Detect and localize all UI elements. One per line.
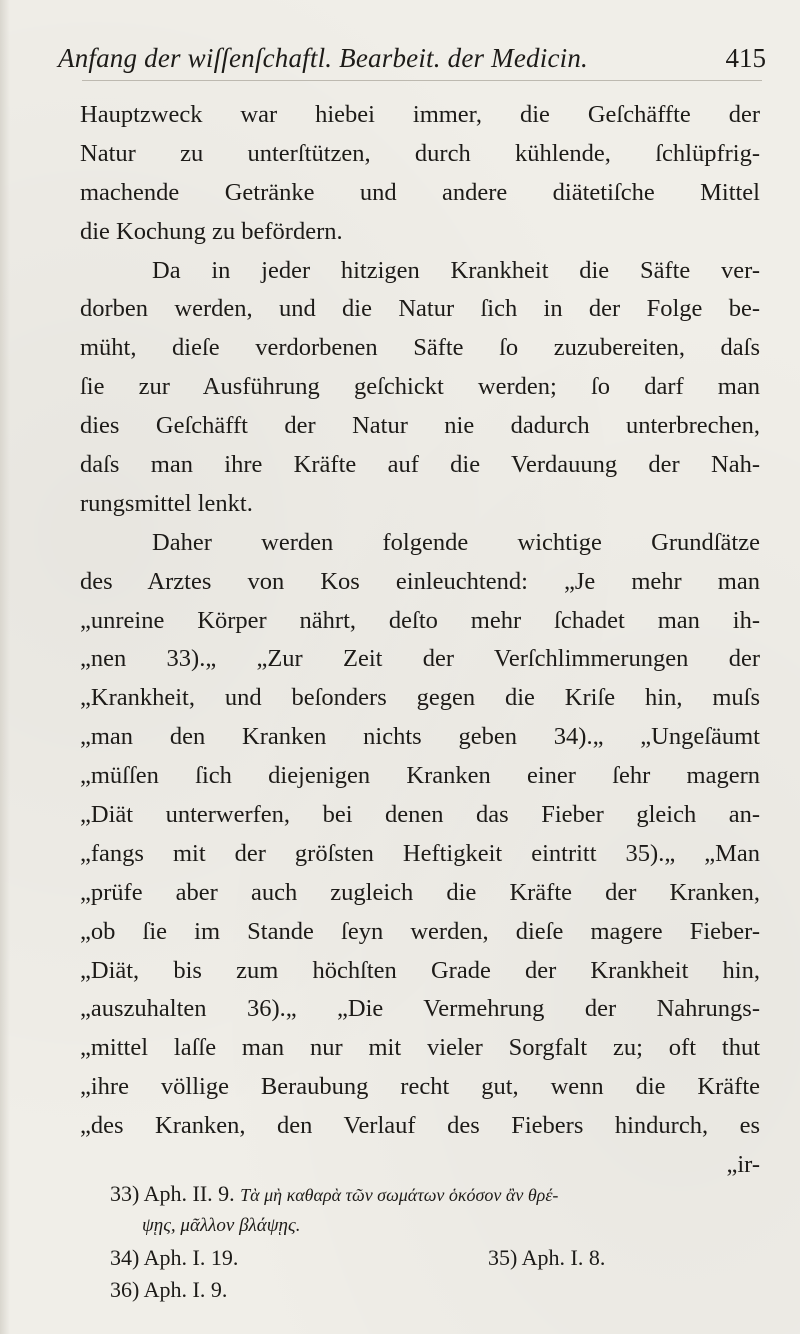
text-line: „man den Kranken nichts geben 34).„ „Ungeſäumt xyxy=(80,723,760,751)
footnote-33 xyxy=(110,1178,770,1210)
text-line: Hauptzweck war hiebei immer, die Geſchäffte der xyxy=(80,101,760,128)
text-line: „nen 33).„ „Zur Zeit der Verſchlimmerungen der xyxy=(80,645,760,673)
running-head-title: Anfang der wiſſenſchaftl. Bearbeit. der Medicin. xyxy=(58,43,588,73)
footnote-33-continuation: ψῃς, μᾶλλον βλάψῃς. xyxy=(142,1215,301,1236)
text-line: müht, dieſe verdorbenen Säfte ſo zuzubereiten, daſs xyxy=(80,334,760,362)
text-line: „müſſen ſich diejenigen Kranken einer ſehr magern xyxy=(80,762,760,790)
text-line: „unreine Körper nährt, deſto mehr ſchadet man ih- xyxy=(80,606,760,634)
text-line: „Krankheit, und beſonders gegen die Kriſe hin, muſs xyxy=(80,684,760,712)
text-line: „mittel laſſe man nur mit vieler Sorgfalt zu; oft thut xyxy=(80,1034,760,1062)
catchword: „ir- xyxy=(726,1151,760,1179)
paragraph-start-line: Da in jeder hitzigen Krankheit die Säfte ver- xyxy=(152,256,760,284)
text-line: dies Geſchäfft der Natur nie dadurch unterbrechen, xyxy=(80,412,760,440)
text-line: ſie zur Ausführung geſchickt werden; ſo darf man xyxy=(80,373,760,401)
text-line: des Arztes von Kos einleuchtend: „Je mehr man xyxy=(80,567,760,595)
header-rule xyxy=(82,80,762,81)
text-line: „prüfe aber auch zugleich die Kräfte der Kranken, xyxy=(80,878,760,906)
text-line: „auszuhalten 36).„ „Die Vermehrung der Nahrungs- xyxy=(80,995,760,1023)
text-line: die Kochung zu befördern. xyxy=(80,217,343,245)
text-line: dorben werden, und die Natur ſich in der Folge be- xyxy=(80,295,760,323)
body-text xyxy=(80,96,760,1185)
text-line: „ihre völlige Beraubung recht gut, wenn die Kräfte xyxy=(80,1073,760,1101)
footnote-34: 34) Aph. I. 19. xyxy=(110,1245,239,1270)
footnote-36: 36) Aph. I. 9. xyxy=(110,1277,228,1302)
footnote-33-ref: 33) Aph. II. 9. xyxy=(110,1181,235,1206)
text-line: rungsmittel lenkt. xyxy=(80,489,253,517)
text-line: „des Kranken, den Verlauf des Fiebers hindurch, es xyxy=(80,1112,760,1140)
text-line: „ob ſie im Stande ſeyn werden, dieſe magere Fieber- xyxy=(80,917,760,945)
page-number: 415 xyxy=(725,43,766,73)
text-line: Natur zu unterſtützen, durch kühlende, ſchlüpfrig- xyxy=(80,139,760,167)
footnote-33-greek: Τὰ μὴ καθαρὰ τῶν σωμάτων ὁκόσον ἂν θρέ- xyxy=(240,1185,559,1205)
footnote-35: 35) Aph. I. 8. xyxy=(488,1245,606,1270)
text-line: daſs man ihre Kräfte auf die Verdauung der Nah- xyxy=(80,451,760,479)
text-line: „fangs mit der gröſsten Heftigkeit eintritt 35).„ „Man xyxy=(80,839,760,867)
running-head xyxy=(58,38,778,78)
text-line: „Diät, bis zum höchſten Grade der Krankheit hin, xyxy=(80,956,760,984)
footnote-pair xyxy=(110,1242,770,1274)
paragraph-start-line: Daher werden folgende wichtige Grundſätze xyxy=(152,528,760,556)
text-line: machende Getränke und andere diätetiſche Mittel xyxy=(80,178,760,206)
text-line: „Diät unterwerfen, bei denen das Fieber gleich an- xyxy=(80,801,760,829)
footnotes xyxy=(110,1178,770,1306)
page-binding-shadow xyxy=(0,0,10,1334)
